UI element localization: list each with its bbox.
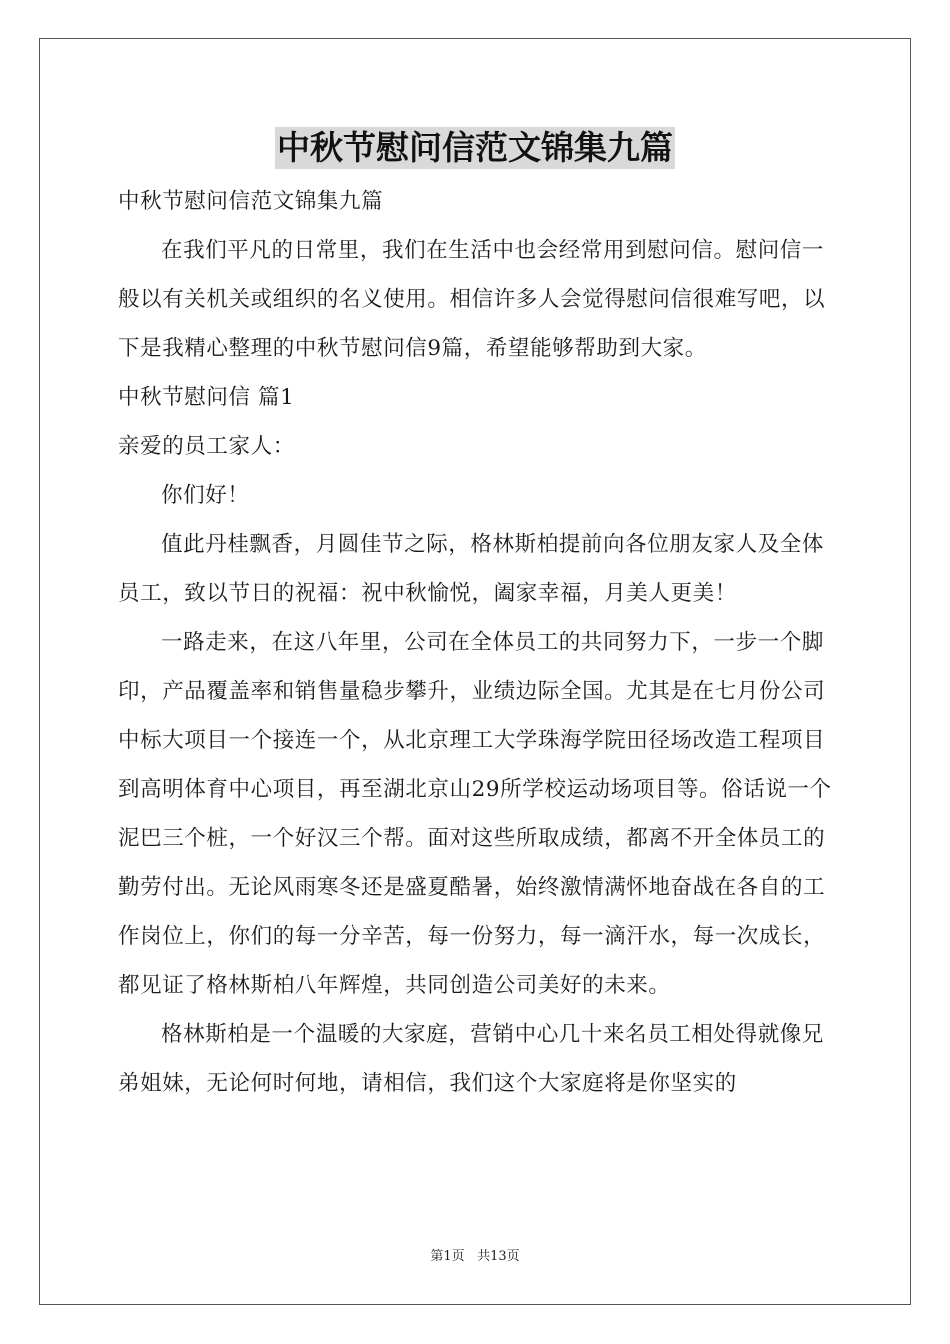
title-container <box>0 127 950 169</box>
page-footer <box>0 1245 950 1264</box>
document-title: 中秋节慰问信范文锦集九篇 <box>277 128 673 167</box>
body-paragraph: 一路走来，在这八年里，公司在全体员工的共同努力下，一步一个脚印，产品覆盖率和销售量稳步攀升，业绩边际全国。尤其是在七月份公司中标大项目一个接连一个，从北京理工大学珠海学院田径场改造工程项目到高明体育中心项目，再至湖北京山29所学校运动场项目等。俗话说一个泥巴三个桩，一个好汉三个帮。面对这些所取成绩，都离不开全体员工的勤劳付出。无论风雨寒冬还是盛夏酷暑，始终激情满怀地奋战在各自的工作岗位上，你们的每一分辛苦，每一份努力，每一滴汗水，每一次成长，都见证了格林斯柏八年辉煌，共同创造公司美好的未来。 <box>118 630 832 998</box>
document-body <box>118 177 846 1108</box>
subtitle-line: 中秋节慰问信范文锦集九篇 <box>118 189 384 214</box>
salutation: 亲爱的员工家人： <box>118 434 295 459</box>
intro-paragraph: 在我们平凡的日常里，我们在生活中也会经常用到慰问信。慰问信一般以有关机关或组织的名义使用。相信许多人会觉得慰问信很难写吧，以下是我精心整理的中秋节慰问信9篇，希望能够帮助到大家。 <box>118 238 826 361</box>
page-total: 共13页 <box>477 1249 520 1264</box>
page-number: 第1页 <box>430 1249 465 1264</box>
body-paragraph: 值此丹桂飘香，月圆佳节之际，格林斯柏提前向各位朋友家人及全体员工，致以节日的祝福：祝中秋愉悦，阖家幸福，月美人更美！ <box>118 532 825 606</box>
section-heading: 中秋节慰问信 篇1 <box>118 385 295 410</box>
body-paragraph: 格林斯柏是一个温暖的大家庭，营销中心几十来名员工相处得就像兄弟姐妹，无论何时何地，请相信，我们这个大家庭将是你坚实的 <box>118 1022 825 1096</box>
greeting: 你们好！ <box>161 483 250 508</box>
